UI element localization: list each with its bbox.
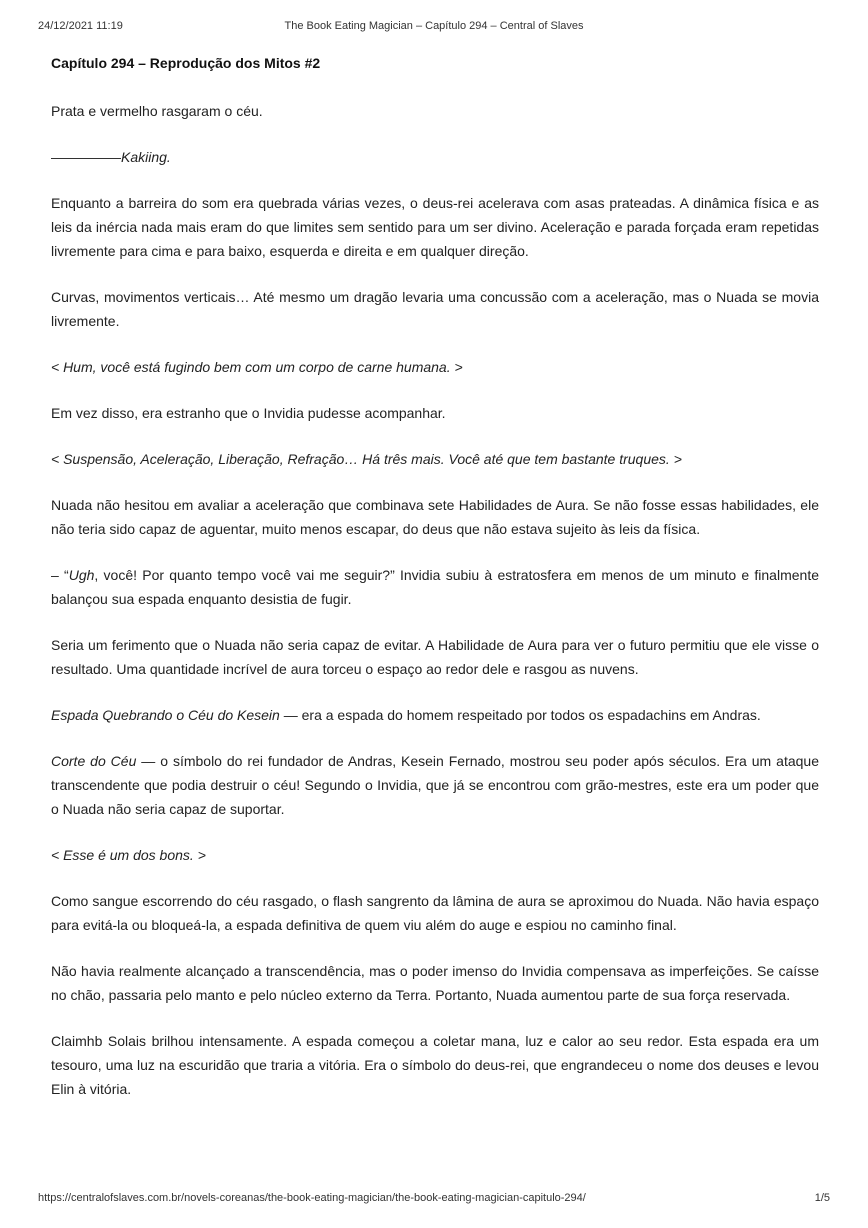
- text-segment: — era a espada do homem respeitado por todos os espadachins em Andras.: [279, 707, 761, 723]
- paragraph: Prata e vermelho rasgaram o céu.: [51, 103, 263, 119]
- paragraph: Nuada não hesitou em avaliar a aceleração que combinava sete Habilidades de Aura. Se não fosse essas habilidades, ele não teria sido capaz de aguentar, muito menos escapar, do deus que não estava sujeito às leis da física.: [51, 497, 819, 537]
- paragraph: [51, 563, 819, 611]
- text-segment: , você! Por quanto tempo você vai me seguir?” Invidia subiu à estratosfera em menos de um minuto e finalmente balançou sua espada enquanto desistia de fugir.: [51, 567, 819, 607]
- dialogue-paragraph: < Esse é um dos bons. >: [51, 847, 206, 863]
- chapter-heading: Capítulo 294 – Reprodução dos Mitos #2: [51, 55, 321, 71]
- paragraph: [51, 703, 819, 727]
- page-number: 1/5: [814, 1192, 830, 1204]
- paragraph: Como sangue escorrendo do céu rasgado, o flash sangrento da lâmina de aura se aproximou do Nuada. Não havia espaço para evitá-la ou bloqueá-la, a espada definitiva de quem viu além do auge e espiou no caminho final.: [51, 893, 819, 933]
- italic-segment: Ugh: [68, 567, 95, 583]
- paragraph: Curvas, movimentos verticais… Até mesmo um dragão levaria uma concussão com a aceleração, mas o Nuada se movia livremente.: [51, 289, 819, 329]
- paragraph: Claimhb Solais brilhou intensamente. A espada começou a coletar mana, luz e calor ao seu redor. Esta espada era um tesouro, uma luz na escuridão que traria a vitória. Era o símbolo do deus-rei, que engrandeceu o nome dos deuses e levou Elin à vitória.: [51, 1033, 819, 1097]
- page-url: https://centralofslaves.com.br/novels-coreanas/the-book-eating-magician/the-book-eating-magician-capitulo-294/: [38, 1192, 586, 1204]
- paragraph: Não havia realmente alcançado a transcendência, mas o poder imenso do Invidia compensava as imperfeições. Se caísse no chão, passaria pelo manto e pelo núcleo externo da Terra. Portanto, Nuada aumentou parte de sua força reservada.: [51, 963, 819, 1003]
- italic-segment: Espada Quebrando o Céu do Kesein: [51, 707, 280, 723]
- italic-segment: Corte do Céu: [51, 753, 137, 769]
- paragraph: Em vez disso, era estranho que o Invidia pudesse acompanhar.: [51, 405, 446, 421]
- article-body: [51, 52, 819, 1101]
- paragraph: Enquanto a barreira do som era quebrada várias vezes, o deus-rei acelerava com asas prateadas. A dinâmica física e as leis da inércia nada mais eram do que limites sem sentido para um ser divino. Aceleração e parada forçada eram repetidas livremente para cima e para baixo, esquerda e direita e em qualquer direção.: [51, 195, 819, 259]
- dash-text: —————: [51, 149, 121, 165]
- print-header: [38, 20, 830, 36]
- print-footer: [38, 1192, 830, 1208]
- paragraph: [51, 145, 819, 169]
- dialogue-paragraph: < Suspensão, Aceleração, Liberação, Refração… Há três mais. Você até que tem bastante truques. >: [51, 451, 682, 467]
- text-segment: – “: [51, 567, 69, 583]
- sound-effect-text: Kakiing.: [121, 149, 171, 165]
- print-datetime: 24/12/2021 11:19: [38, 20, 123, 32]
- paragraph: [51, 749, 819, 821]
- text-segment: — o símbolo do rei fundador de Andras, Kesein Fernado, mostrou seu poder após séculos. Era um ataque transcendente que podia destruir o céu! Segundo o Invidia, que já se encontrou com grão-mestres, este era um poder que o Nuada não seria capaz de suportar.: [51, 753, 819, 817]
- dialogue-paragraph: < Hum, você está fugindo bem com um corpo de carne humana. >: [51, 359, 463, 375]
- print-page-title: The Book Eating Magician – Capítulo 294 – Central of Slaves: [284, 20, 584, 32]
- paragraph: Seria um ferimento que o Nuada não seria capaz de evitar. A Habilidade de Aura para ver o futuro permitiu que ele visse o resultado. Uma quantidade incrível de aura torceu o espaço ao redor dele e rasgou as nuvens.: [51, 637, 819, 677]
